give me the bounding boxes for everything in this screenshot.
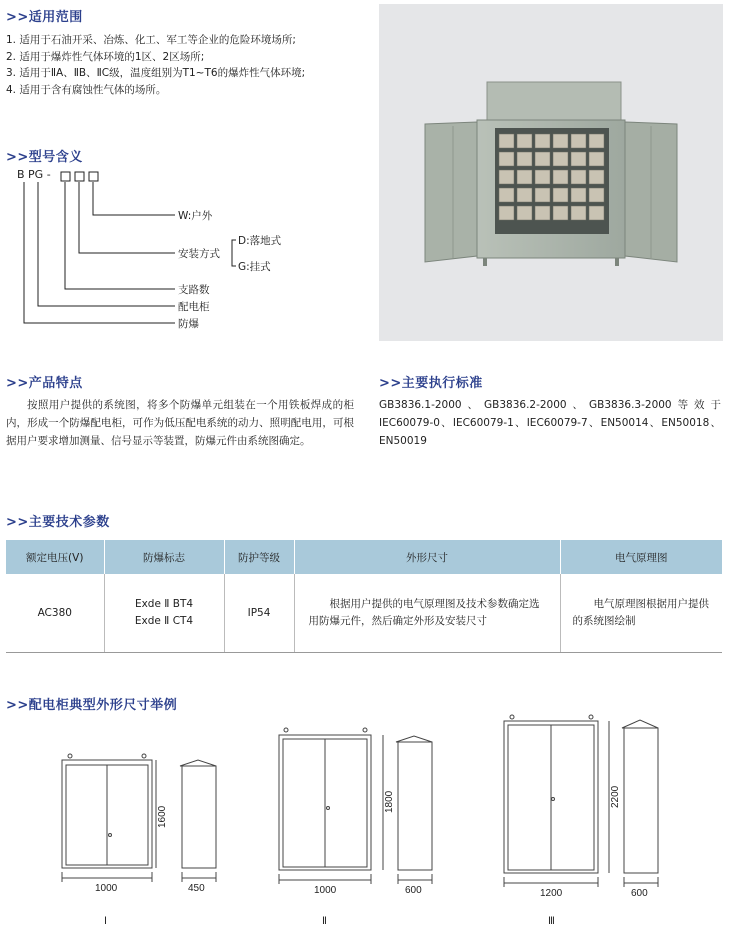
params-table bbox=[6, 540, 722, 653]
features-title: >>产品特点 bbox=[6, 376, 83, 391]
cell-mark-ct4: Exde Ⅱ CT4 bbox=[134, 615, 194, 627]
header-protection: 防护等级 bbox=[224, 540, 294, 574]
cell-mark bbox=[104, 574, 224, 653]
cell-size bbox=[294, 574, 560, 653]
header-mark: 防爆标志 bbox=[104, 540, 224, 574]
header-voltage: 额定电压(V) bbox=[6, 540, 104, 574]
model-label-floor: D:落地式 bbox=[238, 235, 282, 247]
dim-ii-depth: 600 bbox=[405, 885, 422, 896]
list-item: 2. 适用于爆炸性气体环境的1区、2区场所; bbox=[6, 50, 205, 63]
cell-size-text: 根据用户提供的电气原理图及技术参数确定选用防爆元件，然后确定外形及安装尺寸 bbox=[308, 598, 540, 627]
dim-i-roman: Ⅰ bbox=[104, 916, 107, 927]
cabinet-photo-illustration bbox=[379, 4, 723, 341]
dim-ii-width: 1000 bbox=[314, 885, 337, 896]
model-label-mount: 安装方式 bbox=[178, 248, 220, 260]
dim-ii-roman: Ⅱ bbox=[322, 916, 327, 927]
dim-i-width: 1000 bbox=[95, 883, 118, 894]
params-table-wrap bbox=[6, 540, 722, 653]
cell-diagram bbox=[560, 574, 722, 653]
model-label-wall: G:挂式 bbox=[238, 261, 271, 273]
model-code-diagram bbox=[0, 165, 300, 340]
dim-iii-height: 2200 bbox=[610, 785, 621, 808]
model-label-outdoor: W:户外 bbox=[178, 210, 213, 222]
scope-list bbox=[6, 32, 305, 98]
dim-i-height: 1600 bbox=[157, 805, 168, 828]
model-title: >>型号含义 bbox=[6, 150, 83, 165]
model-code: B PG - bbox=[17, 168, 51, 181]
model-label-explosionproof: 防爆 bbox=[178, 318, 199, 330]
list-item: 1. 适用于石油开采、冶炼、化工、军工等企业的危险环境场所; bbox=[6, 34, 296, 46]
header-diagram: 电气原理图 bbox=[560, 540, 722, 574]
list-item: 4. 适用于含有腐蚀性气体的场所。 bbox=[6, 83, 167, 96]
dim-ii-height: 1800 bbox=[384, 790, 395, 813]
cell-mark-bt4: Exde Ⅱ BT4 bbox=[134, 598, 194, 610]
product-photo bbox=[379, 4, 723, 341]
model-label-branches: 支路数 bbox=[178, 284, 210, 296]
dim-i-depth: 450 bbox=[188, 883, 205, 894]
standards-text: GB3836.1-2000、GB3836.2-2000、GB3836.3-2000等效于IEC60079-0、IEC60079-1、IEC60079-7、EN50014、EN50018、EN50019 bbox=[379, 399, 721, 447]
dimension-drawings bbox=[0, 710, 730, 931]
list-item: 3. 适用于ⅡA、ⅡB、ⅡC级，温度组别为T1~T6的爆炸性气体环境; bbox=[6, 67, 306, 79]
dim-iii-roman: Ⅲ bbox=[548, 916, 555, 927]
table-header-row bbox=[6, 540, 722, 574]
model-label-cabinet: 配电柜 bbox=[178, 301, 210, 313]
table-row bbox=[6, 574, 722, 653]
params-title: >>主要技术参数 bbox=[6, 515, 110, 530]
cell-diagram-text: 电气原理图根据用户提供的系统图绘制 bbox=[572, 598, 709, 627]
dim-iii-depth: 600 bbox=[631, 888, 648, 899]
cell-voltage: AC380 bbox=[6, 574, 104, 653]
cell-protection: IP54 bbox=[224, 574, 294, 653]
dim-iii-width: 1200 bbox=[540, 888, 563, 899]
header-size: 外形尺寸 bbox=[294, 540, 560, 574]
features-text: 按照用户提供的系统图，将多个防爆单元组装在一个用铁板焊成的柜内，形成一个防爆配电柜，可作为低压配电系统的动力、照明配电用，可根据用户要求增加测量、信号显示等装置，防爆元件由系统图确定。 bbox=[6, 399, 354, 447]
dims-title: >>配电柜典型外形尺寸举例 bbox=[6, 698, 178, 713]
standards-title: >>主要执行标准 bbox=[379, 376, 483, 391]
scope-title: >>适用范围 bbox=[6, 10, 83, 25]
